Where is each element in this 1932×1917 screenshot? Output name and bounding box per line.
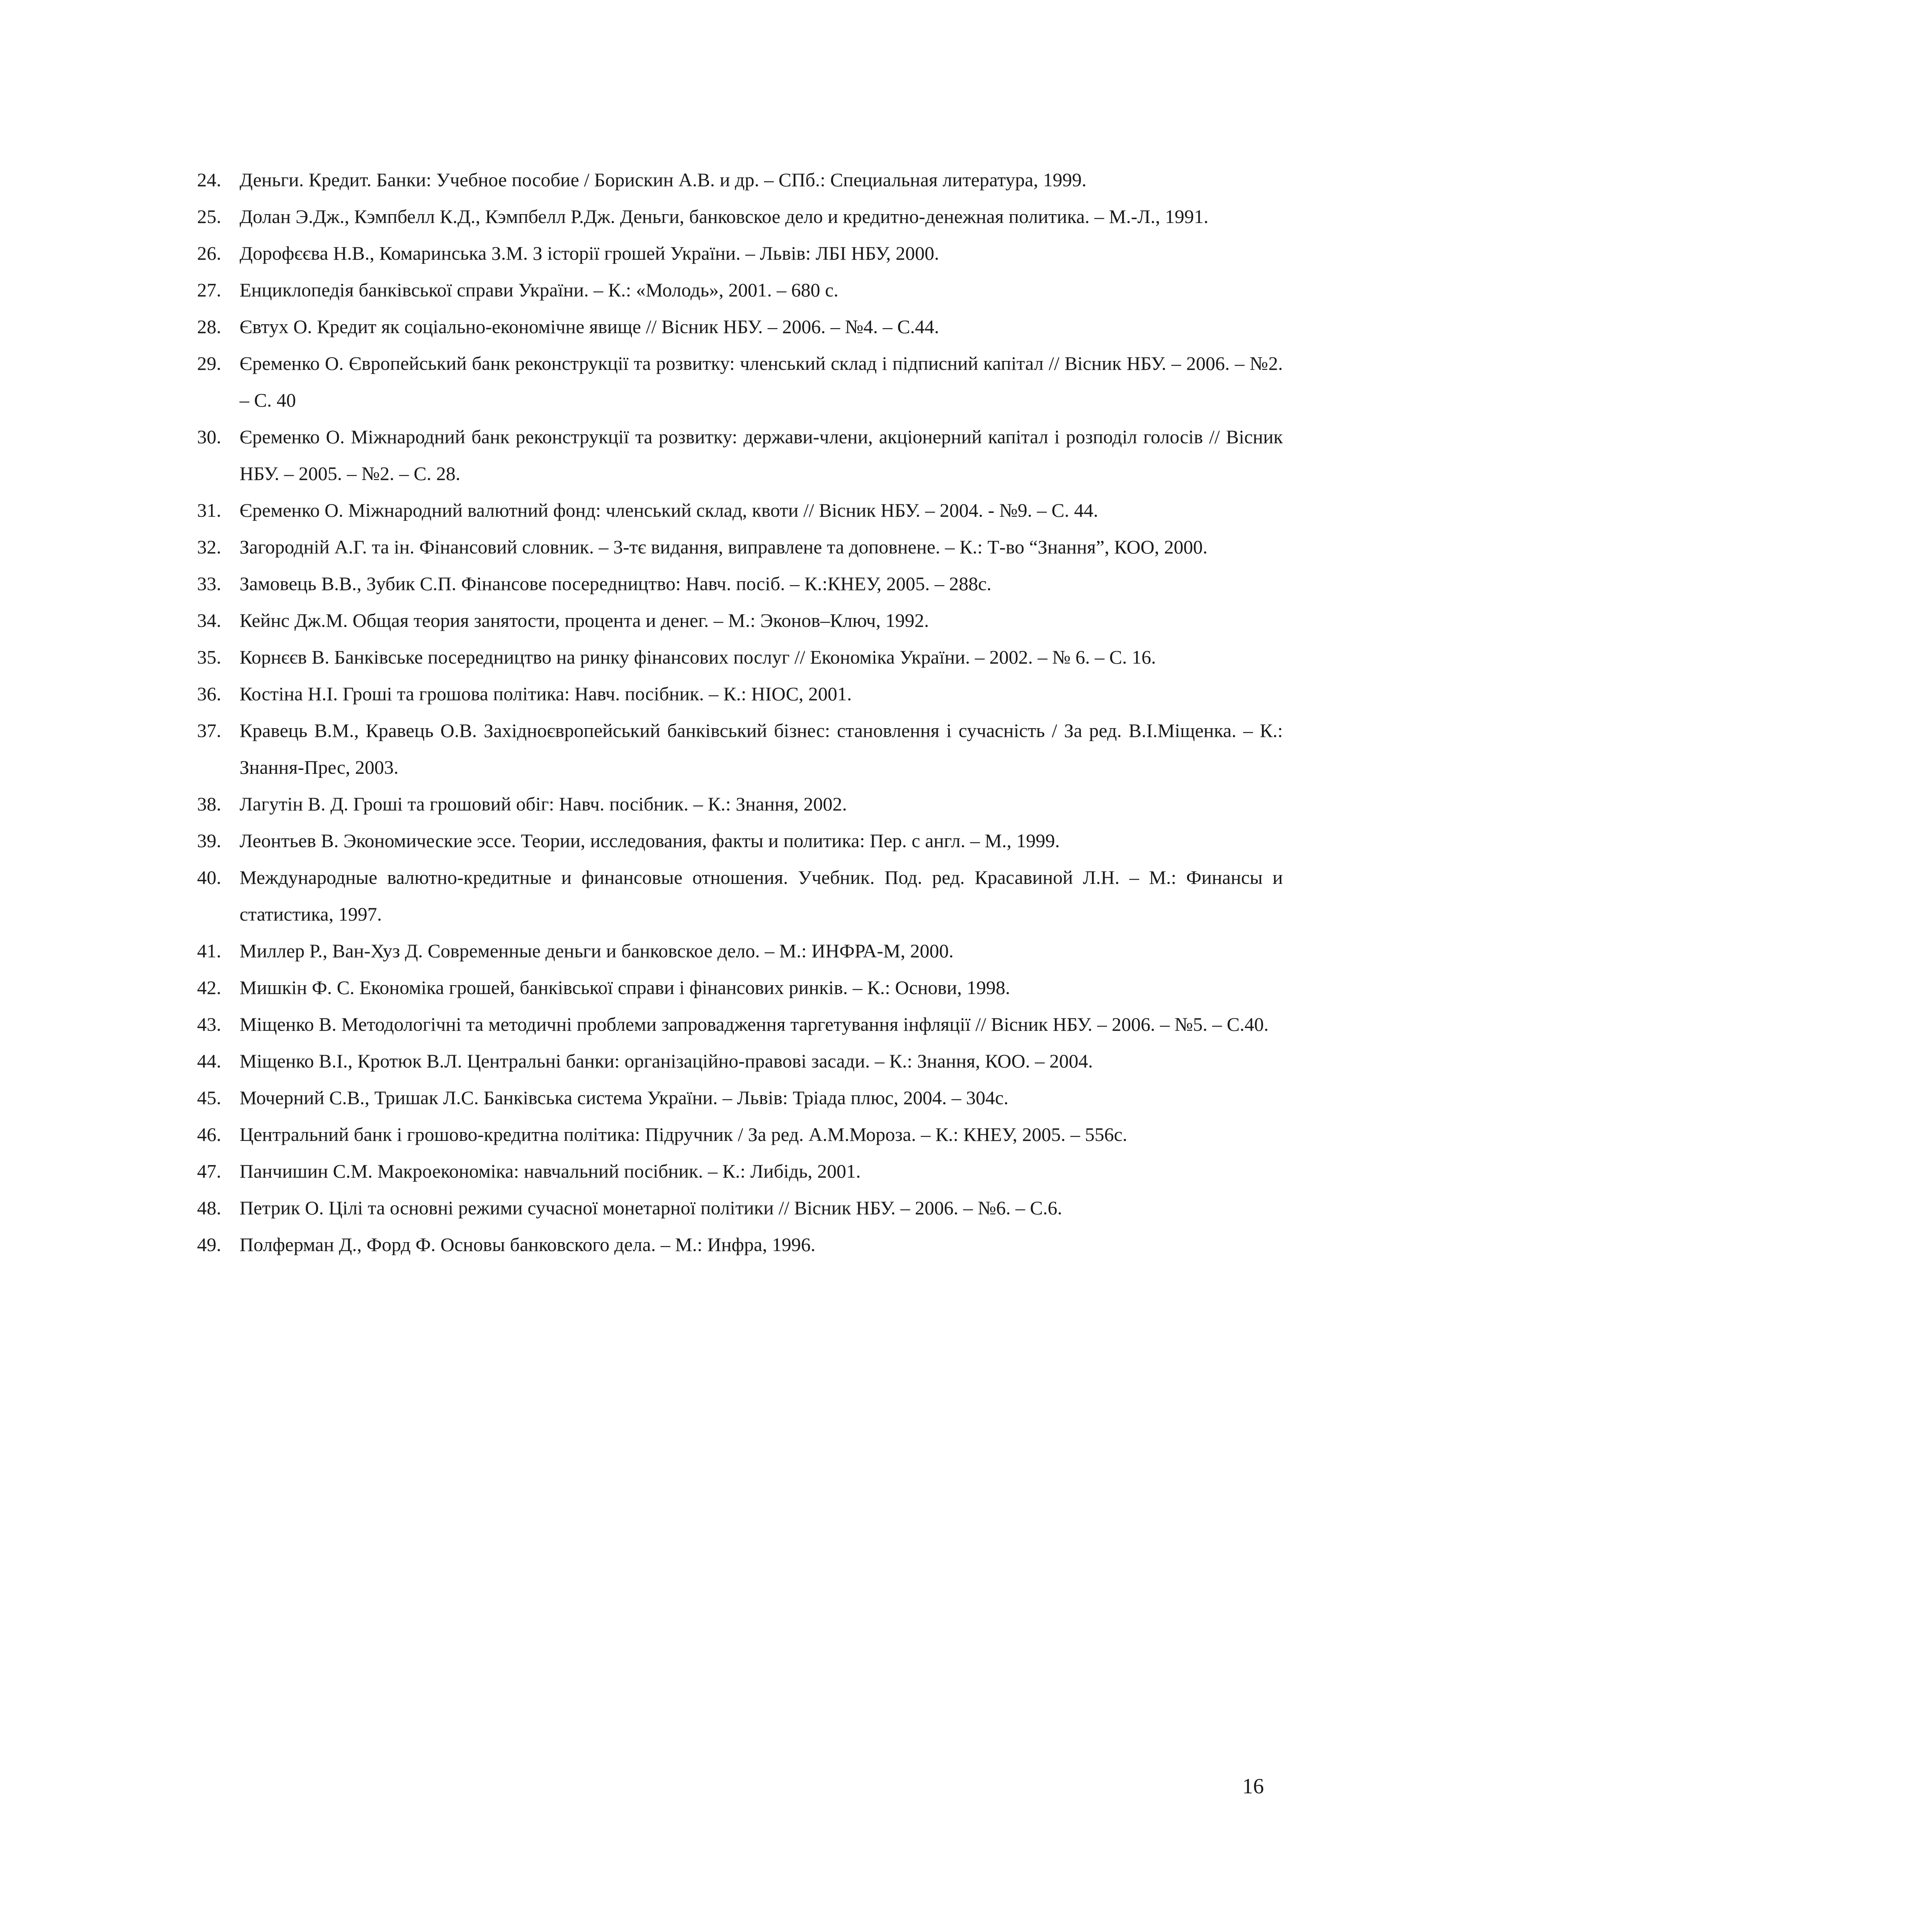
bibliography-item-text: Єременко О. Міжнародний валютний фонд: членський склад, квоти // Вісник НБУ. – 2004. - №9. – С. 44. [240, 499, 1099, 521]
bibliography-list [197, 162, 1283, 1263]
right-page [1355, 0, 1932, 1917]
bibliography-item-text: Єременко О. Міжнародний банк реконструкції та розвитку: держави-члени, акціонерний капітал і розподіл голосів // Вісник НБУ. – 2005. – №2. – С. 28. [240, 426, 1283, 484]
bibliography-item-number: 38. [197, 793, 221, 815]
bibliography-item [197, 1190, 1283, 1226]
bibliography-item [197, 1006, 1283, 1043]
bibliography-item-number: 32. [197, 536, 221, 558]
bibliography-item-number: 28. [197, 316, 221, 337]
bibliography-item-number: 37. [197, 720, 221, 741]
bibliography-item-text: Енциклопедія банківської справи України. – К.: «Молодь», 2001. – 680 с. [240, 279, 838, 301]
bibliography-item-number: 35. [197, 646, 221, 668]
bibliography-item-number: 36. [197, 683, 221, 705]
bibliography-item [197, 602, 1283, 639]
bibliography-item-number: 33. [197, 573, 221, 594]
bibliography-item-number: 24. [197, 169, 221, 191]
bibliography-item [197, 969, 1283, 1006]
bibliography-item-number: 43. [197, 1013, 221, 1035]
bibliography-item-text: Долан Э.Дж., Кэмпбелл К.Д., Кэмпбелл Р.Дж. Деньги, банковское дело и кредитно-денежная политика. – М.-Л., 1991. [240, 206, 1209, 227]
bibliography-item [197, 162, 1283, 198]
bibliography-item [197, 822, 1283, 859]
bibliography-item-text: Євтух О. Кредит як соціально-економічне явище // Вісник НБУ. – 2006. – №4. – С.44. [240, 316, 939, 337]
bibliography-item-text: Кравець В.М., Кравець О.В. Західноєвропейський банківський бізнес: становлення і сучасність / За ред. В.І.Міщенка. – К.: Знання-Прес, 2003. [240, 720, 1283, 778]
page-number-left: 16 [1242, 1774, 1264, 1798]
bibliography-item-text: Петрик О. Цілі та основні режими сучасної монетарної політики // Вісник НБУ. – 2006. – №6. – С.6. [240, 1197, 1062, 1219]
bibliography-item-text: Полферман Д., Форд Ф. Основы банковского дела. – М.: Инфра, 1996. [240, 1234, 816, 1255]
bibliography-item [197, 712, 1283, 786]
bibliography-item [197, 419, 1283, 492]
bibliography-item-number: 29. [197, 352, 221, 374]
bibliography-item [197, 1226, 1283, 1263]
bibliography-item [197, 198, 1283, 235]
bibliography-item [197, 1153, 1283, 1190]
bibliography-item-number: 41. [197, 940, 221, 962]
bibliography-item-number: 31. [197, 499, 221, 521]
bibliography-item-text: Лагутін В. Д. Гроші та грошовий обіг: Навч. посібник. – К.: Знання, 2002. [240, 793, 847, 815]
bibliography-item-number: 27. [197, 279, 221, 301]
bibliography-item-text: Деньги. Кредит. Банки: Учебное пособие / Борискин А.В. и др. – СПб.: Специальная литература, 1999. [240, 169, 1087, 191]
bibliography-item [197, 639, 1283, 676]
bibliography-item-text: Мишкін Ф. С. Економіка грошей, банківської справи і фінансових ринків. – К.: Основи, 1998. [240, 977, 1010, 998]
bibliography-item-number: 45. [197, 1087, 221, 1108]
bibliography-item [197, 565, 1283, 602]
bibliography-item-text: Панчишин С.М. Макроекономіка: навчальний посібник. – К.: Либідь, 2001. [240, 1160, 861, 1182]
bibliography-item [197, 308, 1283, 345]
bibliography-item [197, 529, 1283, 565]
bibliography-item-text: Центральний банк і грошово-кредитна політика: Підручник / За ред. А.М.Мороза. – К.: КНЕУ, 2005. – 556с. [240, 1124, 1128, 1145]
bibliography-item-text: Костіна Н.І. Гроші та грошова політика: Навч. посібник. – К.: НІОС, 2001. [240, 683, 852, 705]
bibliography-item [197, 492, 1283, 529]
bibliography-item-text: Кейнс Дж.М. Общая теория занятости, процента и денег. – М.: Эконов–Ключ, 1992. [240, 609, 929, 631]
bibliography-item-number: 44. [197, 1050, 221, 1072]
bibliography-item-number: 47. [197, 1160, 221, 1182]
bibliography-item [197, 933, 1283, 969]
bibliography-item-number: 25. [197, 206, 221, 227]
bibliography-item-text: Леонтьев В. Экономические эссе. Теории, исследования, факты и политика: Пер. с англ. – М., 1999. [240, 830, 1060, 851]
bibliography-item-text: Мочерний С.В., Тришак Л.С. Банківська система України. – Львів: Тріада плюс, 2004. – 304с. [240, 1087, 1009, 1108]
bibliography-item-text: Єременко О. Європейський банк реконструкції та розвитку: членський склад і підписний капітал // Вісник НБУ. – 2006. – №2. – С. 40 [240, 352, 1283, 411]
bibliography-item [197, 1116, 1283, 1153]
bibliography-item-number: 49. [197, 1234, 221, 1255]
bibliography-item-number: 34. [197, 609, 221, 631]
bibliography-item [197, 272, 1283, 308]
bibliography-item-number: 42. [197, 977, 221, 998]
bibliography-item-text: Международные валютно-кредитные и финансовые отношения. Учебник. Под. ред. Красавиной Л.Н. – М.: Финансы и статистика, 1997. [240, 867, 1283, 925]
bibliography-item [197, 1043, 1283, 1079]
bibliography-item-number: 46. [197, 1124, 221, 1145]
bibliography-item-text: Міщенко В. Методологічні та методичні проблеми запровадження таргетування інфляції // Вісник НБУ. – 2006. – №5. – С.40. [240, 1013, 1269, 1035]
bibliography-item [197, 235, 1283, 272]
bibliography-item [197, 345, 1283, 419]
bibliography-item [197, 786, 1283, 822]
bibliography-item [197, 676, 1283, 712]
bibliography-item-number: 48. [197, 1197, 221, 1219]
bibliography-item-text: Міщенко В.І., Кротюк В.Л. Центральні банки: організаційно-правові засади. – К.: Знання, КОО. – 2004. [240, 1050, 1093, 1072]
bibliography-item-text: Замовець В.В., Зубик С.П. Фінансове посередництво: Навч. посіб. – К.:КНЕУ, 2005. – 288с. [240, 573, 992, 594]
bibliography-item-text: Загородній А.Г. та ін. Фінансовий словник. – 3-тє видання, виправлене та доповнене. – К.: Т-во “Знання”, КОО, 2000. [240, 536, 1208, 558]
bibliography-item [197, 859, 1283, 933]
bibliography-item-text: Корнєєв В. Банківське посередництво на ринку фінансових послуг // Економіка України. – 2002. – № 6. – С. 16. [240, 646, 1156, 668]
bibliography-item-number: 26. [197, 242, 221, 264]
bibliography-item-text: Миллер Р., Ван-Хуз Д. Современные деньги и банковское дело. – М.: ИНФРА-М, 2000. [240, 940, 954, 962]
bibliography-item-number: 30. [197, 426, 221, 448]
bibliography-item-number: 39. [197, 830, 221, 851]
bibliography-item-number: 40. [197, 867, 221, 888]
bibliography-item [197, 1079, 1283, 1116]
bibliography-item-text: Дорофєєва Н.В., Комаринська З.М. З історії грошей України. – Львів: ЛБІ НБУ, 2000. [240, 242, 939, 264]
